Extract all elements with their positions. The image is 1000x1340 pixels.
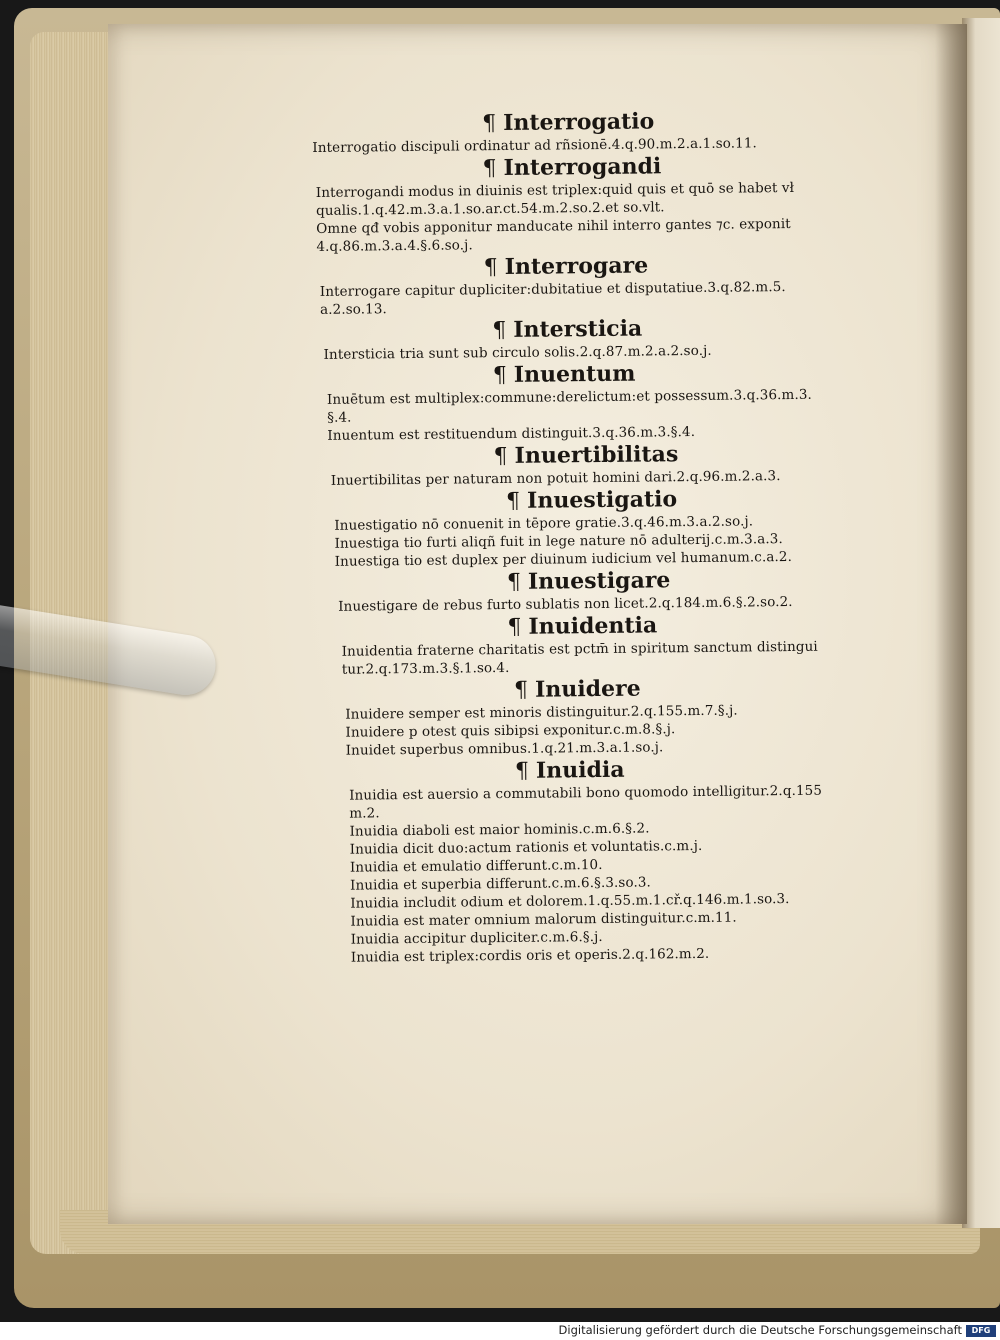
dfg-logo: DFG [966, 1325, 996, 1337]
entry-line: Inuidet superbus omnibus.1.q.21.m.3.a.1.so.j. [345, 739, 664, 759]
entry-line: Interrogare capitur dupliciter:dubitatiue et disputatiue.3.q.82.m.5. [319, 279, 786, 300]
entry-heading-text: Inuestigare [527, 567, 671, 595]
entry-line: Inuidia et emulatio differunt.c.m.10. [349, 856, 603, 876]
entry-heading-text: Inuidia [535, 756, 625, 784]
paragraph-mark-icon: ¶ [514, 758, 537, 784]
entry-heading-text: Inuentum [513, 360, 636, 388]
spine-shadow [935, 24, 967, 1224]
footer-bar [0, 1322, 1000, 1340]
entry-line: Intersticia tria sunt sub circulo solis.2.q.87.m.2.a.2.so.j. [323, 342, 712, 363]
entry-line: Inuestiga tio furti aliqñ fuit in lege nature nō adulterij.c.m.3.a.3. [334, 531, 783, 552]
entry-line: Inuidia includit odium et dolorem.1.q.55.m.1.cř.q.146.m.1.so.3. [350, 891, 790, 912]
entry-heading-text: Intersticia [513, 315, 643, 343]
entry-line: Inuertibilitas per naturam non potuit homini dari.2.q.96.m.2.a.3. [330, 468, 781, 489]
paragraph-mark-icon: ¶ [493, 443, 515, 470]
entry-line: Inuidia diaboli est maior hominis.c.m.6.§.2. [349, 820, 650, 840]
entry-line: a.2.so.13. [319, 301, 387, 318]
entry-heading-text: Interrogare [504, 252, 649, 280]
entry-line: Inuestigare de rebus furto sublatis non licet.2.q.184.m.6.§.2.so.2. [338, 593, 793, 615]
paragraph-mark-icon: ¶ [505, 488, 528, 514]
entry-line: tur.2.q.173.m.3.§.1.so.4. [341, 659, 510, 678]
paragraph-mark-icon: ¶ [483, 254, 505, 281]
paragraph-mark-icon: ¶ [482, 110, 504, 137]
entry-heading-text: Inuertibilitas [514, 441, 679, 469]
entry-line: m.2. [349, 805, 380, 822]
facing-page [962, 18, 1000, 1228]
entry-line: Inuestigatio nō conuenit in tēpore gratie.3.q.46.m.3.a.2.so.j. [334, 513, 754, 534]
paragraph-mark-icon: ¶ [506, 569, 529, 595]
entry-line: Inuestiga tio est duplex per diuinum iudicium vel humanum.c.a.2. [334, 548, 793, 570]
entry-line: Inuidia est mater omnium malorum distinguitur.c.m.11. [350, 909, 737, 930]
paragraph-mark-icon: ¶ [513, 677, 536, 703]
entry-line: §.4. [327, 409, 352, 426]
entry-heading-text: Interrogandi [503, 153, 662, 181]
entry-line: Inuidere p otest quis sibipsi exponitur.c.m.8.§.j. [345, 721, 676, 741]
entry-line: qualis.1.q.42.m.3.a.1.so.ar.ct.54.m.2.so.2.et so.vlt. [315, 199, 665, 219]
entry-line: Interrogatio discipuli ordinatur ad rñsionē.4.q.90.m.2.a.1.so.11. [312, 135, 757, 156]
entry-line: Inuētum est multiplex:commune:derelictum:et possessum.3.q.36.m.3. [326, 386, 812, 408]
entry-line: Inuentum est restituendum distinguit.3.q.36.m.3.§.4. [327, 424, 696, 444]
footer-credit: Digitalisierung gefördert durch die Deutsche Forschungsgemeinschaft [558, 1323, 962, 1337]
entry-line: 4.q.86.m.3.a.4.§.6.so.j. [316, 237, 473, 255]
page-text [312, 106, 941, 967]
entry-line: Interrogandi modus in diuinis est triplex:quid quis et quō se habet vł [315, 179, 795, 201]
entry-line: Inuidia accipitur dupliciter.c.m.6.§.j. [350, 929, 603, 948]
paragraph-mark-icon: ¶ [492, 362, 514, 389]
entry-line: Inuidere semper est minoris distinguitur.2.q.155.m.7.§.j. [345, 702, 738, 723]
entry-heading-text: Inuidere [534, 675, 641, 703]
paragraph-mark-icon: ¶ [482, 155, 504, 182]
entry-heading-text: Interrogatio [502, 108, 655, 136]
entry-line: Inuidia est triplex:cordis oris et operis.2.q.162.m.2. [350, 945, 710, 966]
entry-heading-text: Inuestigatio [526, 486, 678, 514]
entry-line: Inuidia dicit duo:actum rationis et voluntatis.c.m.j. [349, 837, 703, 858]
paragraph-mark-icon: ¶ [492, 317, 514, 344]
entry-line: Inuidia est auersio a commutabili bono quomodo intelligitur.2.q.155 [349, 782, 823, 804]
entry-heading-text: Inuidentia [528, 612, 658, 640]
entry-line: Inuidia et superbia differunt.c.m.6.§.3.so.3. [350, 874, 651, 894]
paragraph-mark-icon: ¶ [507, 614, 529, 640]
entry-line: Omne qđ vobis apponitur manducate nihil interro gantes ⁊c. exponit [316, 215, 791, 237]
entry-line: Inuidentia fraterne charitatis est pctm̄ in spiritum sanctum distingui [341, 638, 818, 660]
